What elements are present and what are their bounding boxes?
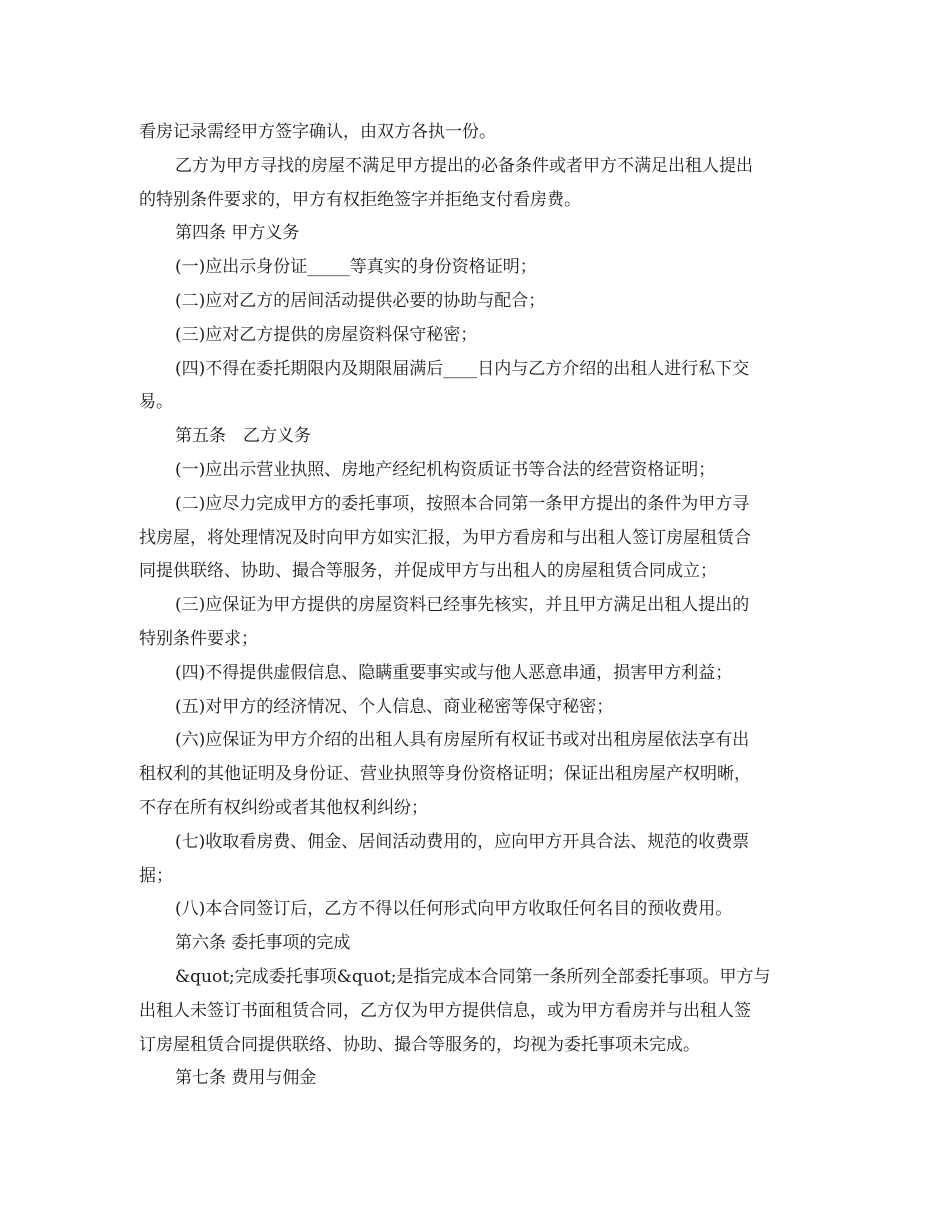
text-line: (三)应对乙方提供的房屋资料保守秘密； (175, 324, 478, 345)
text-line: (六)应保证为甲方介绍的出租人具有房屋所有权证书或对出租房屋依法享有出 (175, 730, 750, 751)
text-line: (二)应对乙方的居间活动提供必要的协助与配合； (175, 290, 546, 311)
text-line: (四)不得提供虚假信息、隐瞒重要事实或与他人恶意串通，损害甲方利益； (175, 662, 733, 683)
text-line: 的特别条件要求的，甲方有权拒绝签字并拒绝支付看房费。 (139, 189, 581, 210)
text-line: (一)应出示营业执照、房地产经纪机构资质证书等合法的经营资格证明； (175, 459, 716, 480)
text-line: 出租人未签订书面租赁合同，乙方仅为甲方提供信息，或为甲方看房并与出租人签 (139, 1000, 751, 1021)
text-line: 租权利的其他证明及身份证、营业执照等身份资格证明；保证出租房屋产权明晰， (139, 764, 751, 785)
text-line: (五)对甲方的经济情况、个人信息、商业秘密等保守秘密； (175, 696, 614, 717)
document-body (139, 116, 819, 1096)
text-line: 据； (139, 865, 173, 886)
text-line: 第六条 委托事项的完成 (175, 933, 351, 954)
text-line: 易。 (139, 392, 173, 413)
text-line: (三)应保证为甲方提供的房屋资料已经事先核实，并且甲方满足出租人提出的 (175, 595, 750, 616)
text-line: 找房屋，将处理情况及时向甲方如实汇报，为甲方看房和与出租人签订房屋租赁合 (139, 527, 751, 548)
text-line: 订房屋租赁合同提供联络、协助、撮合等服务的，均视为委托事项未完成。 (139, 1034, 700, 1055)
text-line: (一)应出示身份证_____等真实的身份资格证明； (175, 257, 537, 278)
text-line: 第五条 乙方义务 (175, 426, 311, 447)
text-line: 第四条 甲方义务 (175, 223, 300, 244)
text-line: (四)不得在委托期限内及期限届满后____日内与乙方介绍的出租人进行私下交 (175, 358, 750, 379)
text-line: 特别条件要求； (139, 628, 258, 649)
text-line: 不存在所有权纠纷或者其他权利纠纷； (139, 797, 428, 818)
text-line: (八)本合同签订后，乙方不得以任何形式向甲方收取任何名目的预收费用。 (175, 899, 733, 920)
text-line: (七)收取看房费、佣金、居间活动费用的，应向甲方开具合法、规范的收费票 (175, 831, 750, 852)
text-line: 乙方为甲方寻找的房屋不满足甲方提出的必备条件或者甲方不满足出租人提出 (175, 155, 753, 176)
text-line: 第七条 费用与佣金 (175, 1068, 317, 1089)
text-line: &quot;完成委托事项&quot;是指完成本合同第一条所列全部委托事项。甲方与 (175, 966, 771, 987)
text-line: (二)应尽力完成甲方的委托事项，按照本合同第一条甲方提出的条件为甲方寻 (175, 493, 750, 514)
text-line: 看房记录需经甲方签字确认，由双方各执一份。 (139, 122, 496, 142)
text-line: 同提供联络、协助、撮合等服务，并促成甲方与出租人的房屋租赁合同成立； (139, 561, 717, 582)
